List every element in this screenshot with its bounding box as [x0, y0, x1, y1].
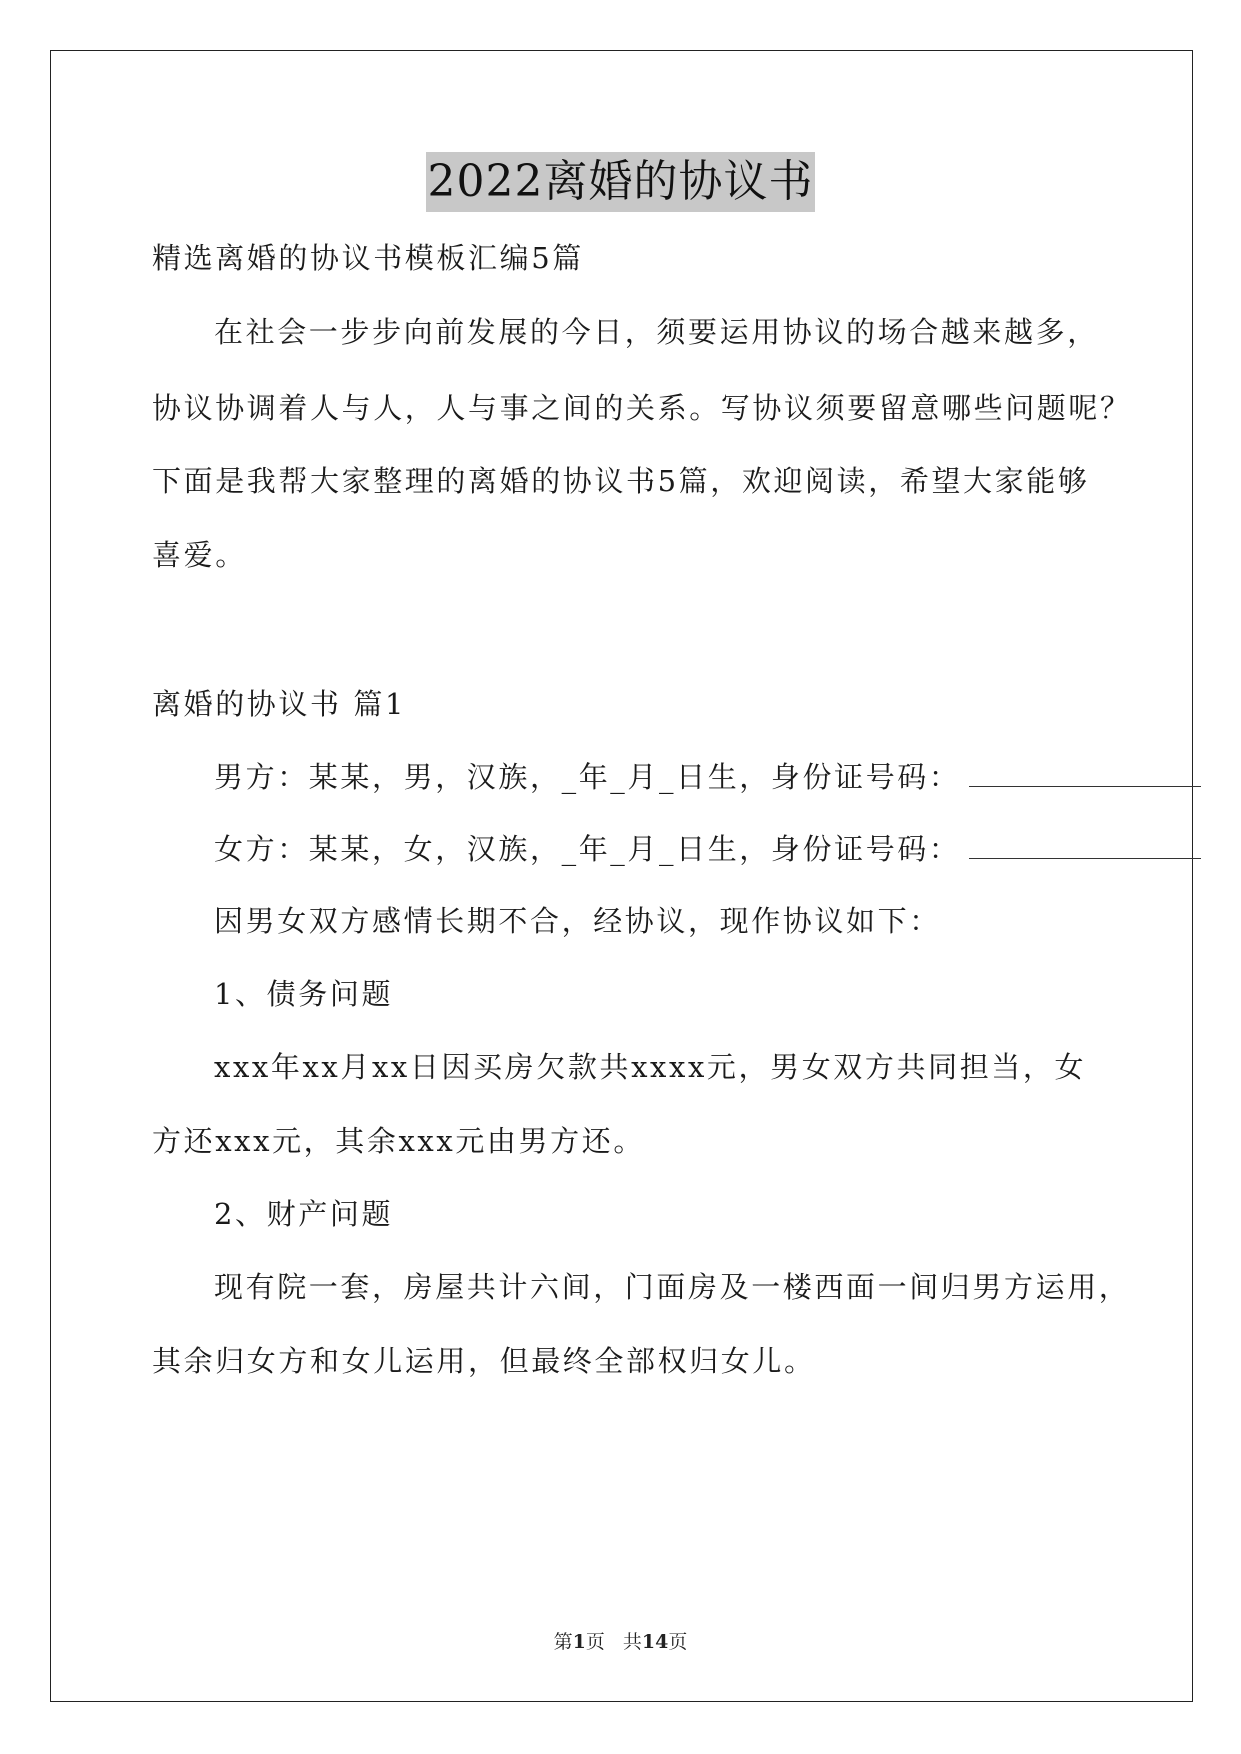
item1-line-1: xxx年xx月xx日因买房欠款共xxxx元，男女双方共同担当，女 [214, 1050, 1087, 1084]
intro-line-4: 喜爱。 [152, 538, 247, 572]
total-prefix: 共 [622, 1631, 642, 1653]
page-footer [0, 1629, 1241, 1655]
intro-line-2: 协议协调着人与人，人与事之间的关系。写协议须要留意哪些问题呢？ [152, 391, 1132, 425]
intro-line-3: 下面是我帮大家整理的离婚的协议书5篇，欢迎阅读，希望大家能够 [152, 464, 1090, 498]
page-number: 1 [572, 1631, 586, 1653]
item2-line-2: 其余归女方和女儿运用，但最终全部权归女儿。 [152, 1344, 816, 1378]
document-title: 2022离婚的协议书 [426, 152, 816, 212]
page-suffix: 页 [585, 1631, 605, 1653]
item2-line-1: 现有院一套，房屋共计六间，门面房及一楼西面一间归男方运用， [214, 1270, 1131, 1304]
page-border [50, 50, 1193, 1702]
male-id-blank [969, 760, 1201, 787]
title-container [0, 152, 1241, 212]
male-party-text: 男方：某某，男，汉族，_年_月_日生，身份证号码： [214, 760, 961, 794]
page-prefix: 第 [553, 1631, 573, 1653]
female-id-blank [969, 832, 1201, 859]
item1-heading: 1、债务问题 [214, 977, 394, 1011]
female-party-text: 女方：某某，女，汉族，_年_月_日生，身份证号码： [214, 832, 961, 866]
intro-line-1: 在社会一步步向前发展的今日，须要运用协议的场合越来越多， [214, 315, 1099, 349]
item2-heading: 2、财产问题 [214, 1197, 394, 1231]
total-suffix: 页 [668, 1631, 688, 1653]
document-subtitle: 精选离婚的协议书模板汇编5篇 [152, 241, 584, 275]
male-party-line [214, 757, 1201, 797]
female-party-line [214, 829, 1201, 869]
total-pages: 14 [641, 1631, 669, 1653]
item1-line-2: 方还xxx元，其余xxx元由男方还。 [152, 1124, 645, 1158]
agreement-intro: 因男女双方感情长期不合，经协议，现作协议如下： [214, 904, 941, 938]
section-heading: 离婚的协议书 篇1 [152, 687, 407, 721]
